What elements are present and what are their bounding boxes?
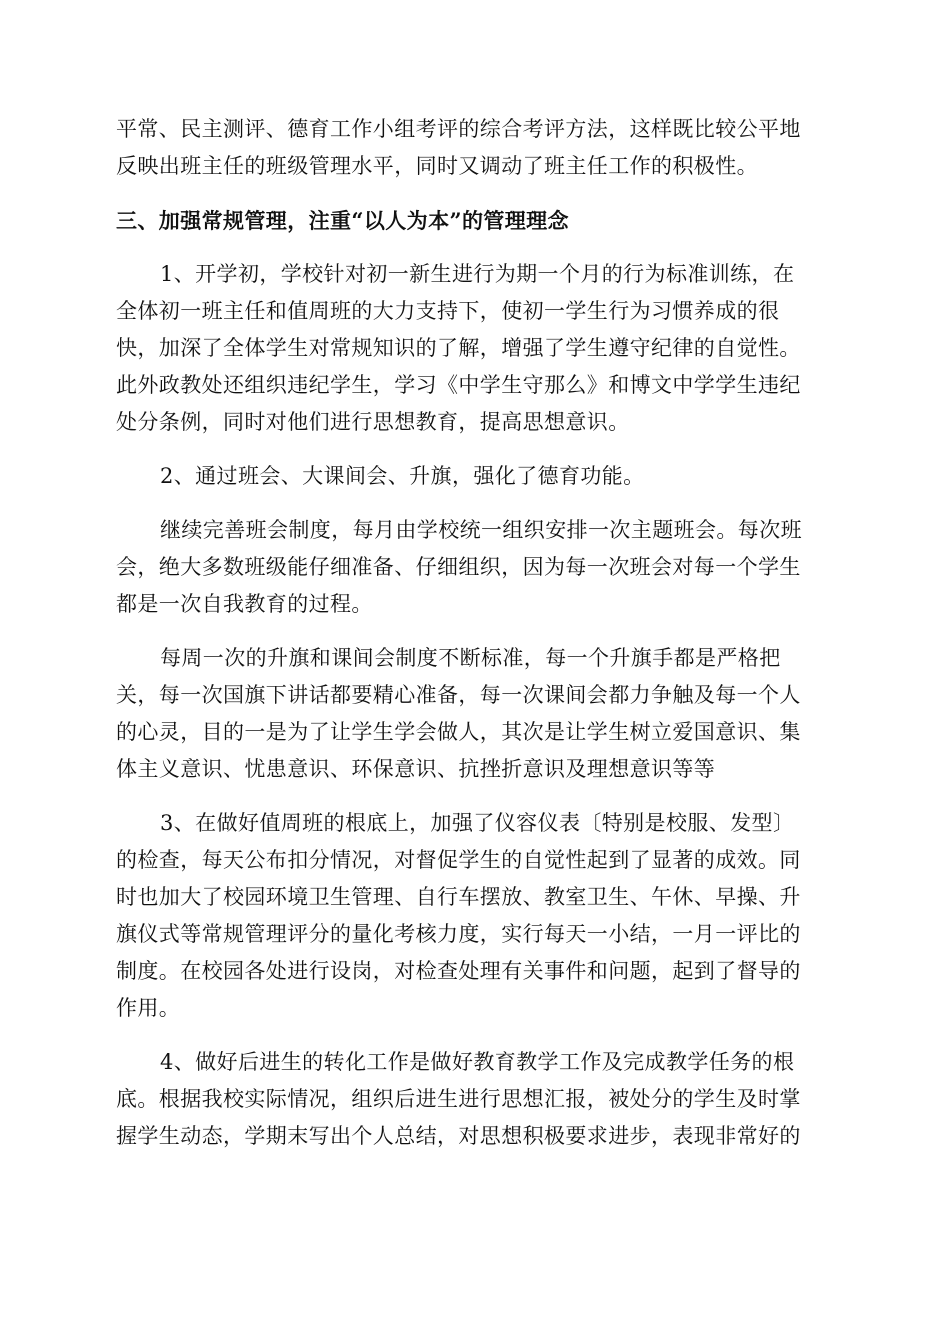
paragraph-item-1 — [116, 256, 834, 441]
paragraph-item-4 — [116, 1044, 834, 1155]
text-line: 作用。 — [116, 996, 181, 1020]
text-line: 会，绝大多数班级能仔细准备、仔细组织，因为每一次班会对每一个学生 — [116, 555, 801, 579]
text-line: 反映出班主任的班级管理水平，同时又调动了班主任工作的积极性。 — [116, 154, 758, 178]
heading-text: 三、加强常规管理，注重“以人为本”的管理理念 — [116, 208, 569, 233]
text-line: 处分条例，同时对他们进行思想教育，提高思想意识。 — [116, 410, 630, 434]
text-line: 全体初一班主任和值周班的大力支持下，使初一学生行为习惯养成的很 — [116, 299, 780, 323]
text-line: 3、在做好值周班的根底上，加强了仪容仪表〔特别是校服、发型〕 — [160, 811, 795, 835]
text-line: 制度。在校园各处进行设岗，对检查处理有关事件和问题，起到了督导的 — [116, 959, 801, 983]
text-line: 2、通过班会、大课间会、升旗，强化了德育功能。 — [160, 464, 645, 488]
paragraph-flag-raising — [116, 640, 834, 788]
document-body — [116, 111, 834, 1155]
text-line: 底。根据我校实际情况，组织后进生进行思想汇报，被处分的学生及时掌 — [116, 1087, 801, 1111]
text-line: 的心灵，目的一是为了让学生学会做人，其次是让学生树立爱国意识、集 — [116, 720, 801, 744]
text-line: 1、开学初，学校针对初一新生进行为期一个月的行为标准训练，在 — [160, 262, 795, 286]
text-line: 快，加深了全体学生对常规知识的了解，增强了学生遵守纪律的自觉性。 — [116, 336, 801, 360]
text-line: 平常、民主测评、德育工作小组考评的综合考评方法，这样既比较公平地 — [116, 117, 801, 141]
text-line: 的检查，每天公布扣分情况，对督促学生的自觉性起到了显著的成效。同 — [116, 848, 801, 872]
text-line: 继续完善班会制度，每月由学校统一组织安排一次主题班会。每次班 — [160, 518, 802, 542]
paragraph-comprehensive-evaluation — [116, 111, 834, 185]
text-line: 关，每一次国旗下讲话都要精心准备，每一次课间会都力争触及每一个人 — [116, 683, 801, 707]
paragraph-item-2 — [116, 458, 834, 495]
text-line: 都是一次自我教育的过程。 — [116, 592, 373, 616]
text-line: 此外政教处还组织违纪学生，学习《中学生守那么》和博文中学学生违纪 — [116, 373, 801, 397]
section-heading — [116, 202, 834, 239]
text-line: 4、做好后进生的转化工作是做好教育教学工作及完成教学任务的根 — [160, 1050, 795, 1074]
text-line: 体主义意识、忧患意识、环保意识、抗挫折意识及理想意识等等 — [116, 757, 716, 781]
text-line: 每周一次的升旗和课间会制度不断标准，每一个升旗手都是严格把 — [160, 646, 781, 670]
text-line: 时也加大了校园环境卫生管理、自行车摆放、教室卫生、午休、早操、升 — [116, 885, 801, 909]
text-line: 旗仪式等常规管理评分的量化考核力度，实行每天一小结，一月一评比的 — [116, 922, 801, 946]
text-line: 握学生动态，学期末写出个人总结，对思想积极要求进步，表现非常好的 — [116, 1124, 801, 1148]
paragraph-item-3 — [116, 805, 834, 1027]
paragraph-class-meeting — [116, 512, 834, 623]
